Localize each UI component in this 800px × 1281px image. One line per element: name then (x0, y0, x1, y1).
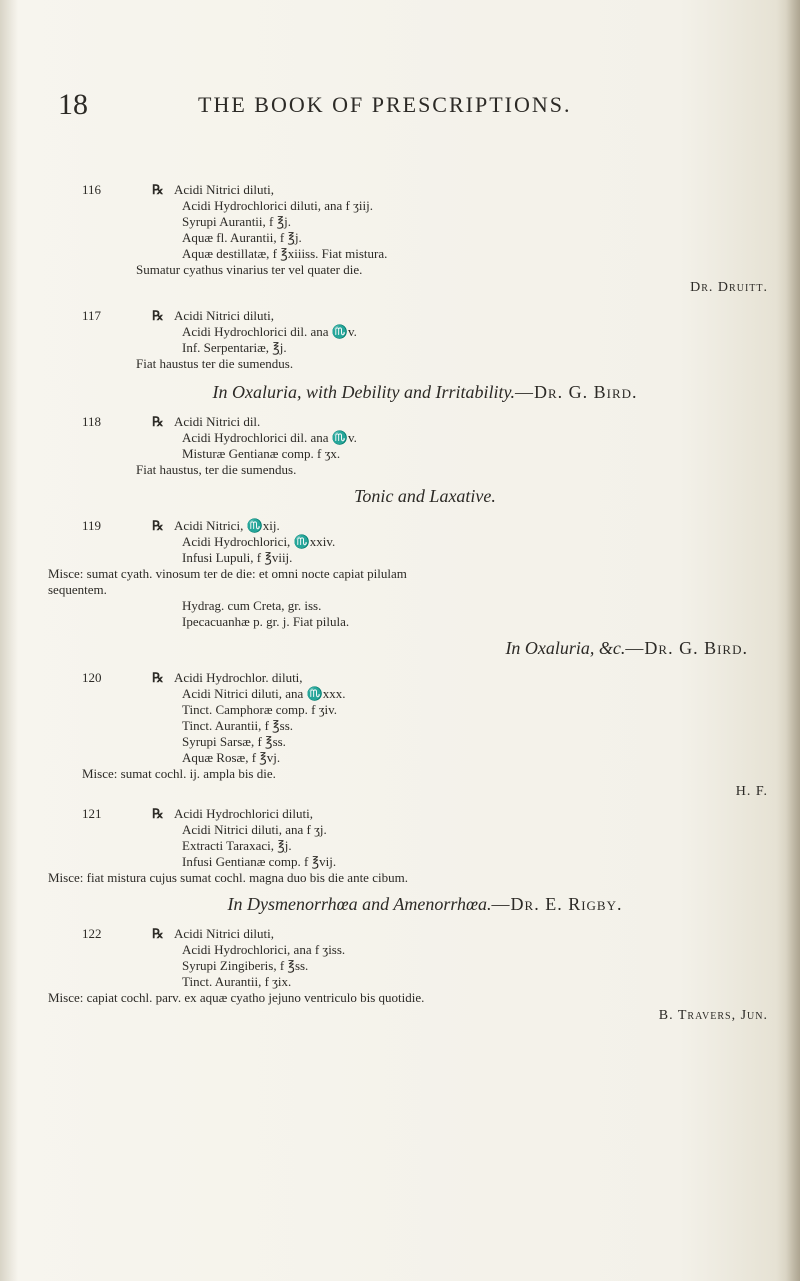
rx-symbol: ℞ (152, 806, 164, 821)
running-head: THE BOOK OF PRESCRIPTIONS. (198, 92, 572, 117)
ingredient-line: Tinct. Aurantii, f ℥ss. (182, 718, 294, 733)
prescription-119 (48, 518, 768, 630)
direction-line: Fiat haustus, ter die sumendus. (136, 462, 297, 477)
prescription-number: 119 (82, 518, 102, 533)
author-signature: Dr. Druitt. (690, 280, 768, 295)
prescription-121 (48, 806, 768, 886)
ingredient-line: Tinct. Camphoræ comp. f ʒiv. (182, 702, 338, 717)
ingredient-line: Syrupi Sarsæ, f ℥ss. (182, 734, 286, 749)
prescription-117 (82, 308, 768, 372)
ingredient-line: Acidi Hydrochlorici diluti, (174, 806, 314, 821)
prescription-116 (82, 182, 768, 296)
rx-symbol: ℞ (152, 670, 164, 685)
page-header (58, 88, 770, 128)
ingredient-line: Infusi Gentianæ comp. f ℥vij. (182, 854, 337, 869)
prescription-number: 121 (82, 806, 102, 821)
prescription-118 (82, 414, 768, 478)
ingredient-line: Hydrag. cum Creta, gr. iss. (182, 598, 322, 613)
section-heading (82, 484, 768, 508)
ingredient-line: Acidi Hydrochlorici dil. ana ♏v. (182, 324, 357, 339)
heading-author: —Dr. G. Bird. (514, 382, 638, 402)
ingredient-line: Aquæ Rosæ, f ℥vj. (182, 750, 281, 765)
rx-symbol: ℞ (152, 308, 164, 323)
ingredient-line: Aquæ fl. Aurantii, f ℥j. (182, 230, 302, 245)
heading-title: In Oxaluria, with Debility and Irritability. (212, 382, 515, 402)
direction-line: Misce: sumat cochl. ij. ampla bis die. (82, 766, 276, 781)
page-gutter-shadow (786, 0, 800, 1281)
rx-symbol: ℞ (152, 926, 164, 941)
ingredient-line: Acidi Nitrici diluti, (174, 182, 275, 197)
ingredient-line: Acidi Hydrochlorici diluti, ana f ʒiij. (182, 198, 373, 213)
prescription-number: 116 (82, 182, 102, 197)
rx-symbol: ℞ (152, 414, 164, 429)
rx-symbol: ℞ (152, 182, 164, 197)
section-heading (82, 892, 768, 916)
prescription-122 (48, 926, 768, 1024)
ingredient-line: Infusi Lupuli, f ℥viij. (182, 550, 293, 565)
ingredient-line: Syrupi Aurantii, f ℥j. (182, 214, 291, 229)
prescription-number: 118 (82, 414, 102, 429)
ingredient-line: Acidi Nitrici diluti, ana ♏xxx. (182, 686, 346, 701)
section-heading (82, 636, 768, 660)
direction-line: Misce: fiat mistura cujus sumat cochl. magna duo bis die ante cibum. (48, 870, 408, 885)
ingredient-line: Aquæ destillatæ, f ℥xiiiss. Fiat mistura. (182, 246, 388, 261)
author-signature: B. Travers, Jun. (658, 1008, 768, 1023)
heading-author: —Dr. G. Bird. (625, 638, 748, 658)
heading-title: In Oxaluria, &c. (505, 638, 626, 658)
ingredient-line: Acidi Hydrochlor. diluti, (174, 670, 303, 685)
heading-author: —Dr. E. Rigby. (491, 894, 623, 914)
ingredient-line: Acidi Nitrici, ♏xij. (174, 518, 280, 533)
prescription-120 (82, 670, 768, 800)
direction-line: Misce: sumat cyath. vinosum ter de die: et omni nocte capiat pilulam (48, 566, 407, 581)
direction-line: Fiat haustus ter die sumendus. (136, 356, 294, 371)
ingredient-line: Acidi Nitrici dil. (174, 414, 261, 429)
ingredient-line: Acidi Nitrici diluti, (174, 308, 275, 323)
ingredient-line: Misturæ Gentianæ comp. f ʒx. (182, 446, 341, 461)
ingredient-line: Acidi Nitrici diluti, ana f ʒj. (182, 822, 327, 837)
prescription-number: 120 (82, 670, 102, 685)
page-number: 18 (58, 88, 88, 121)
ingredient-line: Extracti Taraxaci, ℥j. (182, 838, 292, 853)
ingredient-line: Acidi Nitrici diluti, (174, 926, 275, 941)
page-left-edge (0, 0, 18, 1281)
direction-line: sequentem. (48, 582, 107, 597)
direction-line: Misce: capiat cochl. parv. ex aquæ cyatho jejuno ventriculo bis quotidie. (48, 990, 425, 1005)
heading-title: In Dysmenorrhœa and Amenorrhœa. (227, 894, 492, 914)
ingredient-line: Syrupi Zingiberis, f ℥ss. (182, 958, 309, 973)
ingredient-line: Inf. Serpentariæ, ℥j. (182, 340, 287, 355)
author-signature: H. F. (735, 784, 768, 799)
page-content (48, 182, 768, 1036)
direction-line: Sumatur cyathus vinarius ter vel quater die. (136, 262, 363, 277)
ingredient-line: Tinct. Aurantii, f ʒix. (182, 974, 292, 989)
rx-symbol: ℞ (152, 518, 164, 533)
section-heading (82, 380, 768, 404)
ingredient-line: Acidi Hydrochlorici, ana f ʒiss. (182, 942, 346, 957)
prescription-number: 117 (82, 308, 102, 323)
heading-title: Tonic and Laxative. (354, 486, 496, 506)
ingredient-line: Acidi Hydrochlorici, ♏xxiv. (182, 534, 336, 549)
prescription-number: 122 (82, 926, 102, 941)
ingredient-line: Acidi Hydrochlorici dil. ana ♏v. (182, 430, 357, 445)
ingredient-line: Ipecacuanhæ p. gr. j. Fiat pilula. (182, 614, 350, 629)
